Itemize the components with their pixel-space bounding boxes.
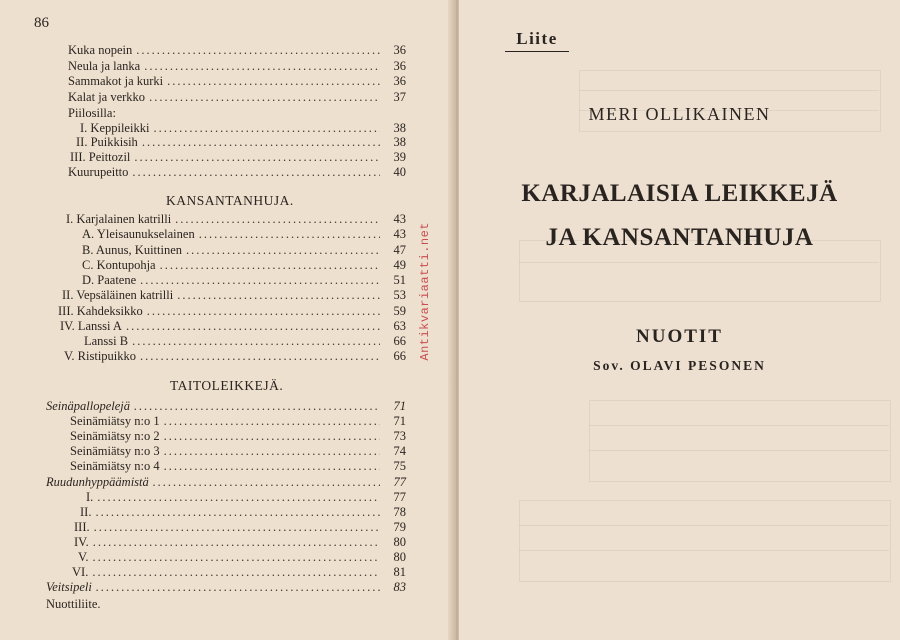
toc-entry-nuottiliite: Nuottiliite. (46, 597, 101, 611)
toc-entry (68, 90, 406, 105)
toc-entry (72, 565, 406, 580)
toc-entry-title: III. Peittozil (70, 150, 131, 164)
toc-entry-title: Lanssi B (84, 334, 129, 348)
toc-entry-title: V. Ristipuikko (64, 349, 137, 363)
toc-entry-page: 73 (393, 429, 406, 443)
toc-entry-title: I. Keppileikki (80, 121, 150, 135)
toc-entry (68, 59, 406, 74)
toc-entry (74, 535, 406, 550)
toc-entry (70, 429, 406, 444)
toc-entry-page: 63 (393, 319, 406, 333)
toc-entry (46, 399, 406, 414)
toc-entry-title: I. Karjalainen katrilli (66, 212, 172, 226)
toc-entry-title: Seinämiätsy n:o 2 (70, 429, 160, 443)
toc-entry-page: 39 (393, 150, 406, 164)
toc-entry (68, 43, 406, 58)
toc-entry-page: 49 (393, 258, 406, 272)
toc-entry-page: 77 (393, 490, 406, 504)
toc-entry (80, 505, 406, 520)
toc-entry (78, 550, 406, 565)
toc-entry-page: 51 (393, 273, 406, 287)
toc-entry-page: 79 (393, 520, 406, 534)
toc-entry (70, 414, 406, 429)
toc-entry-page: 43 (393, 227, 406, 241)
toc-entry-title: Seinämiätsy n:o 1 (70, 414, 160, 428)
toc-entry-title: B. Aunus, Kuittinen (82, 243, 183, 257)
toc-entry-page: 59 (393, 304, 406, 318)
toc-entry (46, 580, 406, 595)
toc-entry (86, 490, 406, 505)
toc-entry-title: III. Kahdeksikko (58, 304, 143, 318)
toc-entry-page: 71 (393, 399, 406, 413)
author-name: MERI OLLIKAINEN (588, 104, 771, 124)
toc-subheading: Piilosilla: (68, 106, 116, 120)
toc-entry-title: II. Puikkisih (76, 135, 138, 149)
toc-entry-title: Kuka nopein (68, 43, 133, 57)
toc-entry (46, 475, 406, 490)
toc-entry-page: 36 (393, 59, 406, 73)
toc-entry-page: 71 (393, 414, 406, 428)
toc-entry-title: Kalat ja verkko (68, 90, 146, 104)
watermark-text: Antikvariaatti.net (418, 222, 432, 361)
toc-entry-page: 37 (393, 90, 406, 104)
book-title-line-2: JA KANSANTANHUJA (545, 224, 814, 251)
toc-entry (82, 258, 406, 273)
subtitle: NUOTIT (636, 326, 723, 347)
page-number: 86 (34, 15, 49, 31)
toc-entry (70, 444, 406, 459)
toc-entry-page: 36 (393, 43, 406, 57)
toc-entry-page: 66 (393, 349, 406, 363)
section-title-kansantanhuja: KANSANTANHUJA. (166, 193, 294, 208)
bleedthrough-staff (519, 500, 891, 582)
toc-entry-page: 38 (393, 135, 406, 149)
toc-entry (60, 319, 406, 334)
toc-entry-title: Seinämiätsy n:o 4 (70, 459, 160, 473)
toc-entry-title: II. (80, 505, 92, 519)
toc-entry (74, 520, 406, 535)
toc-entry-page: 43 (393, 212, 406, 226)
toc-entry-page: 66 (393, 334, 406, 348)
toc-entry (62, 288, 406, 303)
toc-entry (68, 74, 406, 89)
toc-entry-title: IV. (74, 535, 89, 549)
toc-entry-title: I. (86, 490, 94, 504)
toc-entry-page: 36 (393, 74, 406, 88)
toc-entry-title: VI. (72, 565, 89, 579)
toc-entry-title: A. Yleisaunukselainen (82, 227, 195, 241)
toc-entry (80, 121, 406, 136)
toc-entry-page: 40 (393, 165, 406, 179)
toc-entry (66, 212, 406, 227)
toc-entry-page: 38 (393, 121, 406, 135)
toc-entry (58, 304, 406, 319)
toc-entry (82, 227, 406, 242)
toc-entry-title: Seinäpallopelejä (46, 399, 131, 413)
bleedthrough-staff (589, 400, 891, 482)
toc-entry-title: Kuurupeitto (68, 165, 129, 179)
toc-entry-title: Ruudunhyppäämistä (46, 475, 149, 489)
toc-entry-title: IV. Lanssi A (60, 319, 122, 333)
toc-entry-page: 83 (393, 580, 406, 594)
right-page (459, 0, 900, 640)
toc-entry-page: 80 (393, 550, 406, 564)
toc-entry-page: 47 (393, 243, 406, 257)
toc-entry-page: 77 (393, 475, 406, 489)
toc-entry (64, 349, 406, 364)
toc-entry-page: 74 (393, 444, 406, 458)
toc-entry-title: II. Vepsäläinen katrilli (62, 288, 174, 302)
toc-entry-page: 80 (393, 535, 406, 549)
toc-entry (70, 459, 406, 474)
toc-entry-title: Neula ja lanka (68, 59, 141, 73)
book-title-line-1: KARJALAISIA LEIKKEJÄ (521, 180, 838, 207)
toc-entry (84, 334, 406, 349)
toc-entry-title: Sammakot ja kurki (68, 74, 164, 88)
toc-entry-title: III. (74, 520, 90, 534)
toc-entry-page: 81 (393, 565, 406, 579)
toc-entry-title: D. Paatene (82, 273, 137, 287)
toc-entry-title: Seinämiätsy n:o 3 (70, 444, 160, 458)
appendix-label: Liite (505, 27, 569, 52)
toc-entry (76, 135, 406, 150)
toc-entry-title: C. Kontupohja (82, 258, 156, 272)
toc-entry-title: V. (78, 550, 89, 564)
toc-entry-page: 78 (393, 505, 406, 519)
toc-entry (68, 165, 406, 180)
section-title-taitoleikkeja: TAITOLEIKKEJÄ. (170, 378, 284, 393)
toc-entry-page: 75 (393, 459, 406, 473)
toc-entry (82, 273, 406, 288)
toc-entry-page: 53 (393, 288, 406, 302)
toc-entry-title: Veitsipeli (46, 580, 92, 594)
toc-entry (70, 150, 406, 165)
arranger-credit: Sov. OLAVI PESONEN (593, 358, 766, 373)
toc-entry (82, 243, 406, 258)
